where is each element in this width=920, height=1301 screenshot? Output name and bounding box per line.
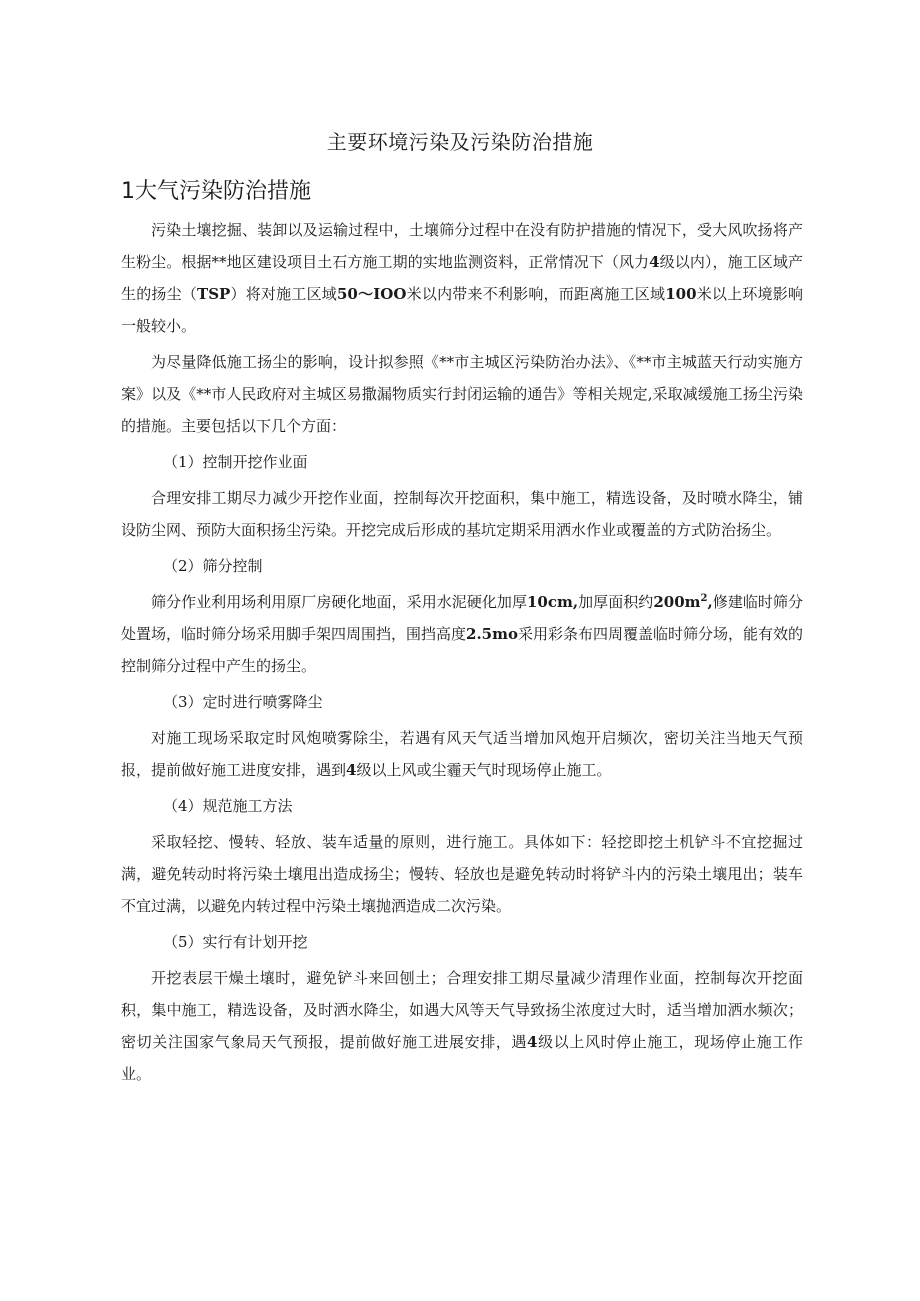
subheading-1: （1）控制开挖作业面 [163,453,308,471]
subheading-4: （4）规范施工方法 [163,797,293,815]
subsection-3-body: 对施工现场采取定时风炮喷雾除尘，若遇有风天气适当增加风炮开启频次，密切关注当地天气预报，提前做好施工进度安排，遇到4级以上风或尘霾天气时现场停止施工。 [121,729,803,779]
page-title: 主要环境污染及污染防治措施 [326,130,594,154]
subsection-2-body: 筛分作业利用场利用原厂房硬化地面，采用水泥硬化加厚10cm,加厚面积约$200m^2$,修建临时筛分处置场，临时筛分场采用脚手架四周围挡，围挡高度2.5mo采用彩条布四周覆盖临时筛分场，能有效的控制筛分过程中产生的扬尘。 [121,593,804,675]
intro-paragraph-2: 为尽量降低施工扬尘的影响，设计拟参照《**市主城区污染防治办法》、《**市主城蓝天行动实施方案》以及《**市人民政府对主城区易撒漏物质实行封闭运输的通告》等相关规定,采取减缓施工扬尘污染的措施。主要包括以下几个方面： [121,353,803,435]
section-heading: 1大气污染防治措施 [121,179,311,204]
subheading-2: （2）筛分控制 [163,557,263,575]
subsection-5-body: 开挖表层干燥土壤时，避免铲斗来回刨土；合理安排工期尽量减少清理作业面，控制每次开挖面积，集中施工，精选设备，及时洒水降尘，如遇大风等天气导致扬尘浓度过大时，适当增加洒水频次；密切关注国家气象局天气预报，提前做好施工进展安排，遇4级以上风时停止施工，现场停止施工作业。 [121,969,803,1083]
intro-paragraph-1: 污染土壤挖掘、装卸以及运输过程中，土壤筛分过程中在没有防护措施的情况下，受大风吹扬将产生粉尘。根据**地区建设项目土石方施工期的实地监测资料，正常情况下（风力4级以内），施工区域产生的扬尘（TSP）将对施工区域50～IOO米以内带来不利影响，而距离施工区域100米以上环境影响一般较小。 [121,221,803,335]
document-body [121,214,803,1094]
subsection-4-body: 采取轻挖、慢转、轻放、装车适量的原则，进行施工。具体如下：轻挖即挖土机铲斗不宜挖掘过满，避免转动时将污染土壤甩出造成扬尘；慢转、轻放也是避免转动时将铲斗内的污染土壤甩出；装车不宜过满，以避免内转过程中污染土壤抛洒造成二次污染。 [121,833,803,915]
subsection-1-body: 合理安排工期尽力减少开挖作业面，控制每次开挖面积，集中施工，精选设备，及时喷水降尘，铺设防尘网、预防大面积扬尘污染。开挖完成后形成的基坑定期采用洒水作业或覆盖的方式防治扬尘。 [121,489,803,539]
subheading-5: （5）实行有计划开挖 [163,933,308,951]
subheading-3: （3）定时进行喷雾降尘 [163,693,323,711]
